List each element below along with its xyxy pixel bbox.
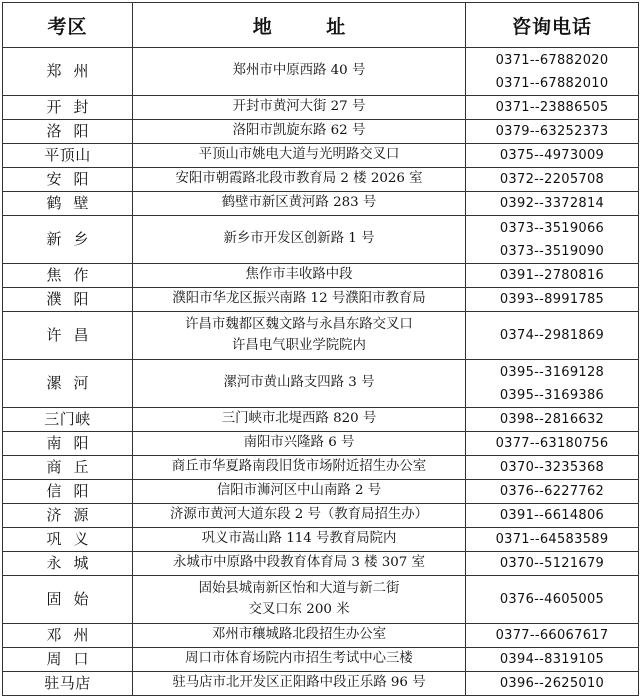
area-cell: 南阳 bbox=[3, 432, 133, 456]
phone-number: 0392--3372814 bbox=[499, 196, 605, 211]
address-line: 濮阳市华龙区振兴南路 12 号濮阳市教育局 bbox=[172, 291, 426, 307]
table-row bbox=[3, 360, 639, 408]
address-cell bbox=[133, 48, 466, 96]
address-cell bbox=[133, 264, 466, 288]
phone-number: 0376--6227762 bbox=[499, 484, 605, 499]
address-cell bbox=[133, 648, 466, 672]
area-cell: 新乡 bbox=[3, 216, 133, 264]
area-cell: 洛阳 bbox=[3, 120, 133, 144]
address-cell bbox=[133, 432, 466, 456]
area-cell: 固始 bbox=[3, 576, 133, 624]
address-cell bbox=[133, 504, 466, 528]
phone-cell bbox=[466, 120, 639, 144]
phone-cell bbox=[466, 624, 639, 648]
phone-cell bbox=[466, 432, 639, 456]
address-cell bbox=[133, 144, 466, 168]
phone-cell bbox=[466, 144, 639, 168]
phone-cell bbox=[466, 672, 639, 696]
phone-number: 0391--6614806 bbox=[499, 508, 605, 523]
address-line: 交叉口东 200 米 bbox=[248, 601, 350, 617]
phone-number: 0395--3169386 bbox=[499, 387, 605, 403]
phone-number: 0370--3235368 bbox=[499, 460, 605, 475]
address-cell bbox=[133, 96, 466, 120]
address-line: 漯河市黄山路支四路 3 号 bbox=[223, 375, 375, 391]
address-cell bbox=[133, 480, 466, 504]
phone-cell bbox=[466, 264, 639, 288]
address-cell bbox=[133, 528, 466, 552]
table-row bbox=[3, 96, 639, 120]
area-cell: 信阳 bbox=[3, 480, 133, 504]
address-line: 信阳市浉河区中山南路 2 号 bbox=[216, 483, 382, 499]
phone-number: 0373--3519066 bbox=[499, 220, 605, 236]
address-line: 商丘市华夏路南段旧货市场附近招生办公室 bbox=[171, 459, 427, 475]
phone-number: 0395--3169128 bbox=[499, 364, 605, 380]
address-line: 永城市中原路中段教育体育局 3 楼 307 室 bbox=[173, 555, 425, 571]
table-row bbox=[3, 288, 639, 312]
address-cell bbox=[133, 624, 466, 648]
phone-cell bbox=[466, 312, 639, 360]
address-line: 驻马店市北开发区正阳路中段正乐路 96 号 bbox=[172, 675, 426, 691]
address-line: 新乡市开发区创新路 1 号 bbox=[223, 231, 375, 247]
phone-number: 0372--2205708 bbox=[499, 172, 605, 187]
phone-cell bbox=[466, 576, 639, 624]
table-row bbox=[3, 576, 639, 624]
area-cell: 濮阳 bbox=[3, 288, 133, 312]
table-body bbox=[3, 48, 639, 696]
phone-number: 0377--63180756 bbox=[495, 436, 609, 451]
address-cell bbox=[133, 120, 466, 144]
phone-number: 0379--63252373 bbox=[495, 124, 609, 139]
phone-number: 0371--67882020 bbox=[495, 52, 609, 68]
phone-cell bbox=[466, 96, 639, 120]
table-row bbox=[3, 504, 639, 528]
phone-cell bbox=[466, 480, 639, 504]
address-line: 南阳市兴隆路 6 号 bbox=[243, 435, 355, 451]
address-cell bbox=[133, 456, 466, 480]
phone-number: 0373--3519090 bbox=[499, 243, 605, 259]
address-cell bbox=[133, 576, 466, 624]
area-cell: 商丘 bbox=[3, 456, 133, 480]
header-area: 考区 bbox=[3, 3, 133, 48]
area-cell: 巩义 bbox=[3, 528, 133, 552]
address-line: 三门峡市北堤西路 820 号 bbox=[221, 411, 377, 427]
phone-cell bbox=[466, 360, 639, 408]
address-cell bbox=[133, 408, 466, 432]
address-cell bbox=[133, 312, 466, 360]
phone-number: 0394--8319105 bbox=[499, 652, 605, 667]
table-row bbox=[3, 312, 639, 360]
address-cell bbox=[133, 360, 466, 408]
area-cell: 三门峡 bbox=[3, 408, 133, 432]
address-line: 巩义市嵩山路 114 号教育局院内 bbox=[201, 531, 397, 547]
table-row bbox=[3, 408, 639, 432]
table-row bbox=[3, 552, 639, 576]
exam-area-table bbox=[2, 2, 639, 696]
phone-number: 0370--5121679 bbox=[499, 556, 605, 571]
table-header-row bbox=[3, 3, 639, 48]
address-cell bbox=[133, 672, 466, 696]
phone-number: 0398--2816632 bbox=[499, 412, 605, 427]
area-cell: 郑州 bbox=[3, 48, 133, 96]
area-cell: 许昌 bbox=[3, 312, 133, 360]
area-cell: 漯河 bbox=[3, 360, 133, 408]
area-cell: 开封 bbox=[3, 96, 133, 120]
address-cell bbox=[133, 288, 466, 312]
address-line: 邓州市穰城路北段招生办公室 bbox=[211, 627, 387, 643]
address-line: 鹤壁市新区黄河路 283 号 bbox=[221, 195, 377, 211]
phone-number: 0393--8991785 bbox=[499, 292, 605, 307]
table-row bbox=[3, 528, 639, 552]
phone-number: 0391--2780816 bbox=[499, 268, 605, 283]
address-cell bbox=[133, 552, 466, 576]
phone-cell bbox=[466, 192, 639, 216]
address-cell bbox=[133, 216, 466, 264]
area-cell: 焦作 bbox=[3, 264, 133, 288]
table-row bbox=[3, 264, 639, 288]
address-line: 平顶山市姚电大道与光明路交叉口 bbox=[198, 147, 400, 163]
table-row bbox=[3, 216, 639, 264]
phone-cell bbox=[466, 456, 639, 480]
phone-cell bbox=[466, 168, 639, 192]
phone-number: 0374--2981869 bbox=[499, 328, 605, 343]
address-cell bbox=[133, 192, 466, 216]
header-phone: 咨询电话 bbox=[466, 3, 639, 48]
phone-cell bbox=[466, 288, 639, 312]
area-cell: 安阳 bbox=[3, 168, 133, 192]
address-line: 安阳市朝霞路北段市教育局 2 楼 2026 室 bbox=[175, 171, 423, 187]
area-cell: 周口 bbox=[3, 648, 133, 672]
address-line: 周口市体育场院内市招生考试中心三楼 bbox=[185, 651, 413, 667]
phone-cell bbox=[466, 528, 639, 552]
address-line: 开封市黄河大街 27 号 bbox=[232, 99, 366, 115]
table-row bbox=[3, 456, 639, 480]
address-line: 洛阳市凯旋东路 62 号 bbox=[232, 123, 366, 139]
table-row bbox=[3, 168, 639, 192]
table-row bbox=[3, 48, 639, 96]
phone-cell bbox=[466, 48, 639, 96]
phone-cell bbox=[466, 552, 639, 576]
phone-cell bbox=[466, 408, 639, 432]
phone-cell bbox=[466, 504, 639, 528]
phone-number: 0371--67882010 bbox=[495, 75, 609, 91]
area-cell: 济源 bbox=[3, 504, 133, 528]
table-row bbox=[3, 624, 639, 648]
header-address: 地 址 bbox=[133, 3, 466, 48]
table-row bbox=[3, 432, 639, 456]
table-row bbox=[3, 480, 639, 504]
table-row bbox=[3, 192, 639, 216]
phone-number: 0377--66067617 bbox=[495, 628, 609, 643]
phone-number: 0376--4605005 bbox=[499, 592, 605, 607]
phone-number: 0375--4973009 bbox=[499, 148, 605, 163]
address-line: 济源市黄河大道东段 2 号（教育局招生办） bbox=[169, 507, 429, 523]
table-row bbox=[3, 648, 639, 672]
phone-number: 0371--23886505 bbox=[495, 100, 609, 115]
address-line: 固始县城南新区怡和大道与新二街 bbox=[198, 581, 400, 596]
phone-number: 0396--2625010 bbox=[499, 676, 605, 691]
table-row bbox=[3, 672, 639, 696]
address-line: 郑州市中原西路 40 号 bbox=[232, 63, 366, 79]
phone-cell bbox=[466, 648, 639, 672]
area-cell: 永城 bbox=[3, 552, 133, 576]
address-line: 许昌市魏都区魏文路与永昌东路交叉口 bbox=[185, 317, 413, 332]
phone-cell bbox=[466, 216, 639, 264]
area-cell: 鹤壁 bbox=[3, 192, 133, 216]
address-cell bbox=[133, 168, 466, 192]
area-cell: 邓州 bbox=[3, 624, 133, 648]
address-line: 许昌电气职业学院院内 bbox=[232, 337, 366, 353]
phone-number: 0371--64583589 bbox=[495, 532, 609, 547]
address-line: 焦作市丰收路中段 bbox=[245, 267, 353, 283]
area-cell: 平顶山 bbox=[3, 144, 133, 168]
area-cell: 驻马店 bbox=[3, 672, 133, 696]
table-row bbox=[3, 144, 639, 168]
table-row bbox=[3, 120, 639, 144]
